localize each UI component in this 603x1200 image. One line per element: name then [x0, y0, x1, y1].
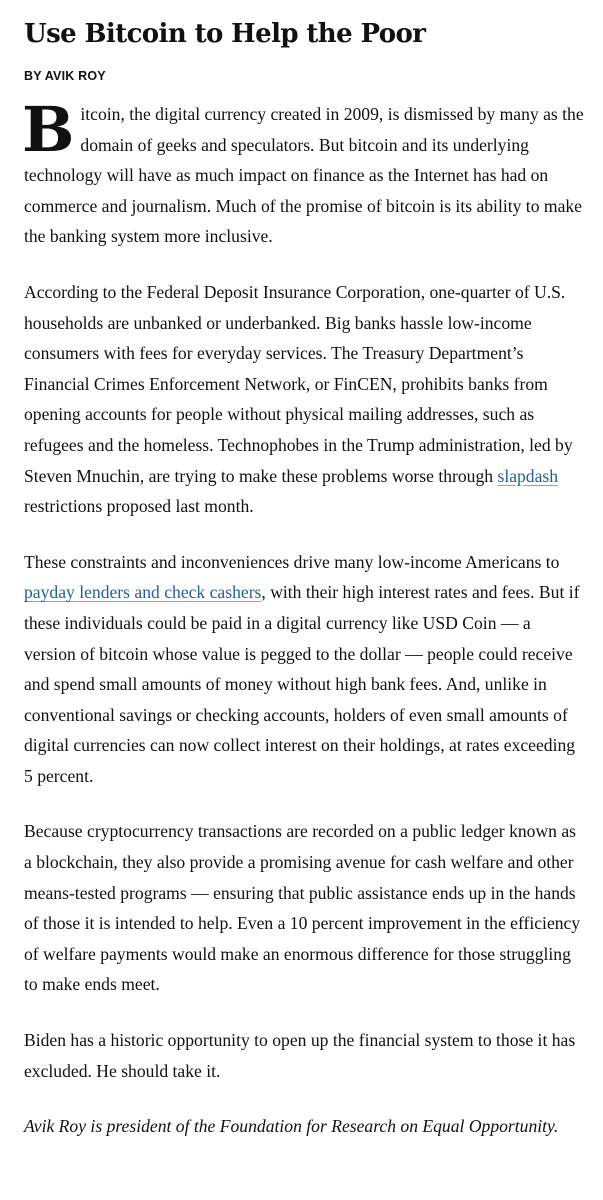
article-body: [22, 93, 584, 1142]
author-note: Avik Roy is president of the Foundation for Research on Equal Opportunity.: [24, 1116, 559, 1137]
drop-cap: B: [22, 93, 75, 166]
paragraph-2-text-after: restrictions proposed last month.: [24, 496, 254, 517]
paragraph-5: Biden has a historic opportunity to open up the financial system to those it has excluded. He should take it.: [24, 1030, 576, 1081]
paragraph-3: [24, 547, 584, 792]
paragraph-2-text-before: According to the Federal Deposit Insurance Corporation, one-quarter of U.S. households are unbanked or underbanked. Big banks hassle low-income consumers with fees for everyday services. The Treasury Department’s Financial Crimes Enforcement Network, or FinCEN, prohibits banks from opening accounts for people without physical mailing addresses, such as refugees and the homeless. Technophobes in the Trump administration, led by Steven Mnuchin, are trying to make these problems worse through: [24, 281, 573, 486]
paragraph-1-text: itcoin, the digital currency created in 2009, is dismissed by many as the domain of geeks and speculators. But bitcoin and its underlying technology will have as much impact on finance as the Internet has had on commerce and journalism. Much of the promise of bitcoin is its ability to make the banking system more inclusive.: [24, 104, 584, 247]
slapdash-link[interactable]: slapdash: [497, 465, 559, 486]
paragraph-3-text-after: , with their high interest rates and fees. But if these individuals could be paid in a digital currency like USD Coin — a version of bitcoin whose value is pegged to the dollar — people could receive and spend small amounts of money without high bank fees. And, unlike in conventional savings or checking accounts, holders of even small amounts of digital currencies can now collect interest on their holdings, at rates exceeding 5 percent.: [24, 582, 580, 786]
paragraph-1: [22, 93, 584, 252]
paragraph-2: [24, 277, 584, 522]
article: [24, 14, 584, 1167]
payday-lenders-link[interactable]: payday lenders and check cashers: [24, 582, 262, 603]
paragraph-3-text-before: These constraints and inconveniences drive many low-income Americans to: [24, 551, 560, 572]
paragraph-4: Because cryptocurrency transactions are recorded on a public ledger known as a blockchain, they also provide a promising avenue for cash welfare and other means-tested programs — ensuring that public assistance ends up in the hands of those it is intended to help. Even a 10 percent improvement in the efficiency of welfare payments would make an enormous difference for those struggling to make ends meet.: [24, 821, 581, 995]
headline: Use Bitcoin to Help the Poor: [24, 19, 426, 49]
byline: BY AVIK ROY: [24, 69, 106, 83]
